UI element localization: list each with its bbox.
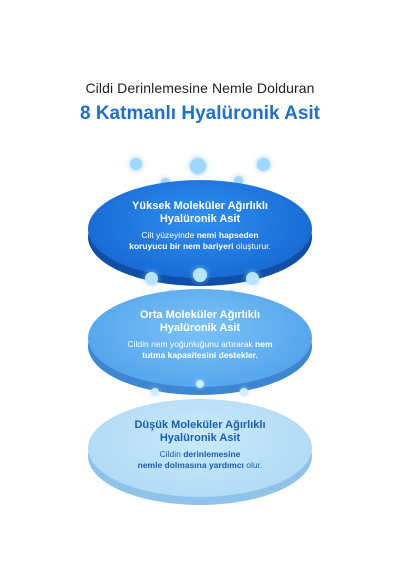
bubble-decoration — [151, 388, 159, 396]
bubble-decoration — [190, 158, 206, 174]
layer-title: Yüksek Moleküler Ağırlıklı Hyalüronik Asit — [132, 200, 268, 225]
layer-title: Orta Moleküler Ağırlıklı Hyalüronik Asit — [139, 309, 260, 334]
layer-description: Cildin derinlemesine nemle dolmasına yardımcı olur. — [137, 449, 263, 470]
layer-description: Cilt yüzeyinde nemi hapseden koruyucu bir nem bariyeri oluşturur. — [129, 230, 271, 251]
bubble-decoration — [193, 268, 207, 282]
page-title: 8 Katmanlı Hyalüronik Asit — [79, 103, 321, 124]
bubble-decoration — [246, 272, 259, 285]
layer-low-molecular — [88, 399, 312, 509]
page-subtitle: Cildi Derinlemesine Nemle Dolduran — [85, 80, 315, 96]
bubble-decoration — [145, 272, 158, 285]
bubble-decoration — [196, 380, 204, 388]
layer-title: Düşük Moleküler Ağırlıklı Hyalüronik Asit — [134, 419, 266, 444]
bubble-decoration — [257, 158, 270, 171]
layer-description: Cildin nem yoğunluğunu artırarak nem tutma kapasitesini destekler. — [127, 339, 273, 360]
bubble-decoration — [130, 158, 142, 170]
bubble-decoration — [240, 388, 248, 396]
